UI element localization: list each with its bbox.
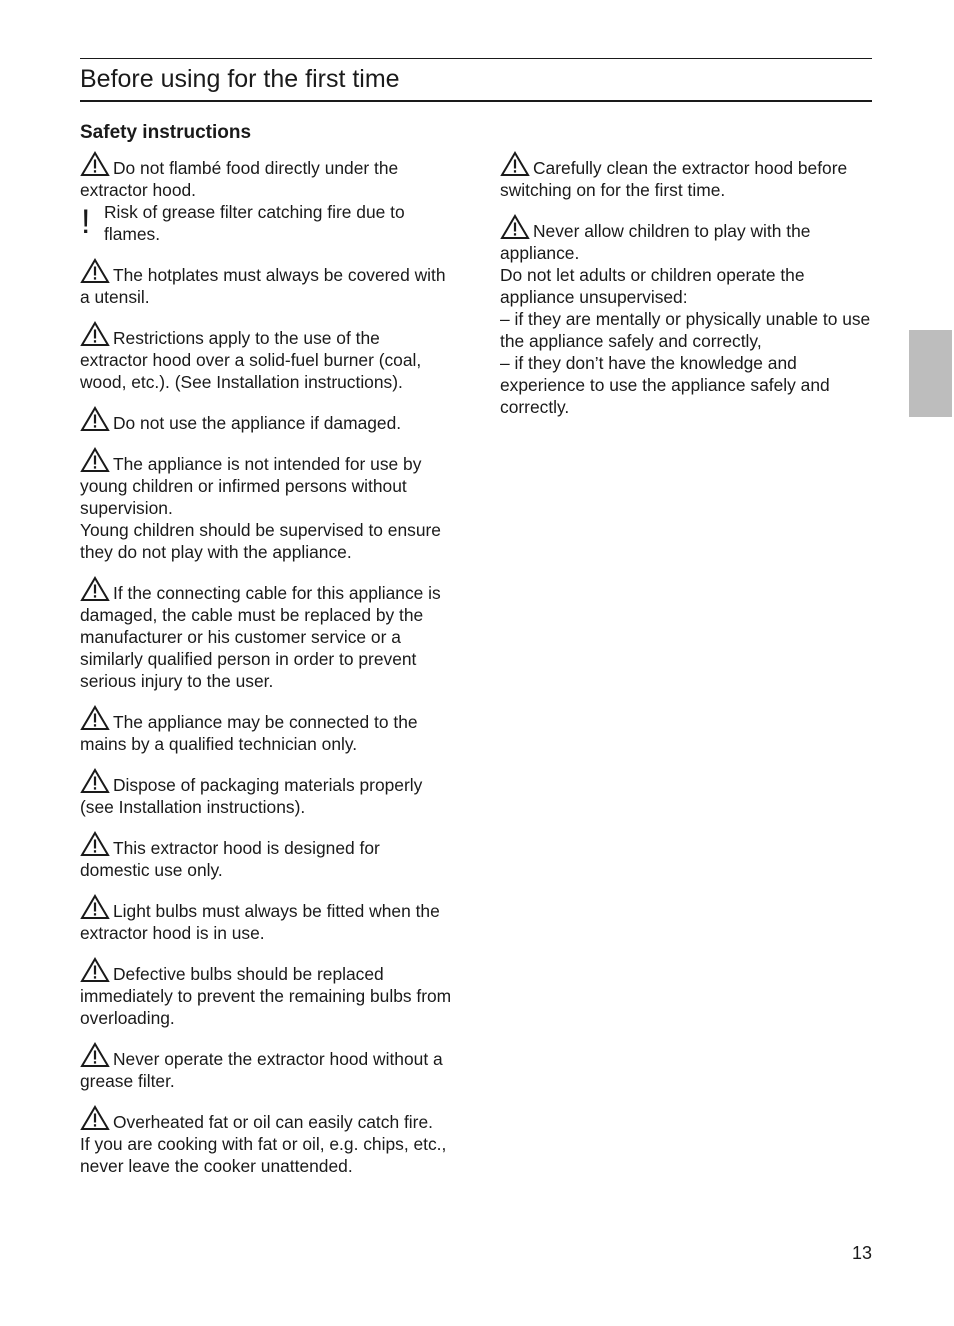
safety-item [80, 406, 452, 434]
safety-item-label: Defective bulbs should be replaced immediately to prevent the remaining bulbs from overloading. [80, 964, 452, 1028]
safety-item-text [80, 1042, 452, 1092]
page-title: Before using for the first time [80, 65, 400, 93]
safety-item [80, 705, 452, 755]
safety-item-text [80, 705, 452, 755]
safety-item-label: The hotplates must always be covered with a utensil. [80, 265, 446, 307]
warning-triangle-icon [80, 957, 110, 983]
safety-item-text [80, 258, 452, 308]
page-number: 13 [851, 1243, 872, 1263]
safety-item-label: Do not use the appliance if damaged. [113, 413, 402, 433]
safety-item-text [80, 1105, 452, 1133]
safety-item-text [80, 151, 452, 201]
safety-item [80, 831, 452, 881]
safety-item-text [500, 214, 872, 264]
safety-item [80, 576, 452, 692]
safety-item-label: The appliance may be connected to the mains by a qualified technician only. [80, 712, 418, 754]
safety-item-label: If the connecting cable for this appliance is damaged, the cable must be replaced by the manufacturer or his customer service or a similarly qualified person in order to prevent serious injury to the user. [80, 583, 441, 691]
safety-item-text [80, 894, 452, 944]
warning-triangle-icon [80, 576, 110, 602]
safety-item-label: Restrictions apply to the use of the extractor hood over a solid-fuel burner (coal, wood, etc.). (See Installation instructions). [80, 328, 422, 392]
header-top-rule [80, 58, 872, 59]
warning-triangle-icon [80, 1042, 110, 1068]
safety-item [500, 214, 872, 418]
warning-triangle-icon [500, 151, 530, 177]
safety-item-label: Carefully clean the extractor hood before switching on for the first time. [500, 158, 848, 200]
safety-item-text [80, 576, 452, 692]
header-bottom-rule [80, 100, 872, 102]
safety-item-text [80, 447, 452, 519]
safety-item-label: Overheated fat or oil can easily catch fire. [113, 1112, 433, 1132]
safety-item-label: The appliance is not intended for use by young children or infirmed persons without supervision. [80, 454, 422, 518]
exclamation-icon: ! [81, 203, 91, 241]
section-heading: Safety instructions [80, 122, 252, 143]
safety-item-label: This extractor hood is designed for domestic use only. [80, 838, 380, 880]
warning-triangle-icon [80, 894, 110, 920]
safety-item [80, 894, 452, 944]
left-column [80, 151, 452, 1190]
safety-item-text [80, 957, 452, 1029]
safety-item-extra: Young children should be supervised to ensure they do not play with the appliance. [80, 520, 441, 562]
safety-item-text [500, 151, 872, 201]
safety-item-text [80, 321, 452, 393]
safety-item-extra: If you are cooking with fat or oil, e.g. chips, etc., never leave the cooker unattended. [80, 1134, 447, 1176]
note-text: Risk of grease filter catching fire due to flames. [104, 202, 405, 244]
safety-item-text [80, 768, 452, 818]
safety-item-text [80, 831, 452, 881]
safety-item [500, 151, 872, 201]
warning-triangle-icon [80, 768, 110, 794]
safety-item [80, 321, 452, 393]
safety-item-label: Never allow children to play with the appliance. [500, 221, 811, 263]
fire-risk-note [80, 201, 452, 245]
safety-item-extra: Do not let adults or children operate the appliance unsupervised: [500, 265, 805, 307]
safety-item [80, 1105, 452, 1177]
warning-triangle-icon [80, 705, 110, 731]
safety-item-extra: – if they are mentally or physically unable to use the appliance safely and correctly, [500, 309, 871, 351]
safety-item-label: Light bulbs must always be fitted when the extractor hood is in use. [80, 901, 440, 943]
safety-item-label: Never operate the extractor hood without a grease filter. [80, 1049, 443, 1091]
safety-item [80, 447, 452, 563]
safety-item-extra: – if they don’t have the knowledge and experience to use the appliance safely and correctly. [500, 353, 830, 417]
warning-triangle-icon [80, 321, 110, 347]
side-tab-marker [909, 330, 952, 417]
safety-item-label: Do not flambé food directly under the extractor hood. [80, 158, 399, 200]
warning-triangle-icon [80, 831, 110, 857]
right-column [500, 151, 872, 431]
safety-item [80, 957, 452, 1029]
warning-triangle-icon [80, 447, 110, 473]
safety-item-label: Dispose of packaging materials properly (see Installation instructions). [80, 775, 423, 817]
safety-item-text [80, 406, 452, 434]
warning-triangle-icon [80, 151, 110, 177]
safety-item [80, 768, 452, 818]
warning-triangle-icon [80, 258, 110, 284]
warning-triangle-icon [500, 214, 530, 240]
safety-item [80, 151, 452, 245]
safety-item [80, 1042, 452, 1092]
warning-triangle-icon [80, 1105, 110, 1131]
safety-item [80, 258, 452, 308]
warning-triangle-icon [80, 406, 110, 432]
